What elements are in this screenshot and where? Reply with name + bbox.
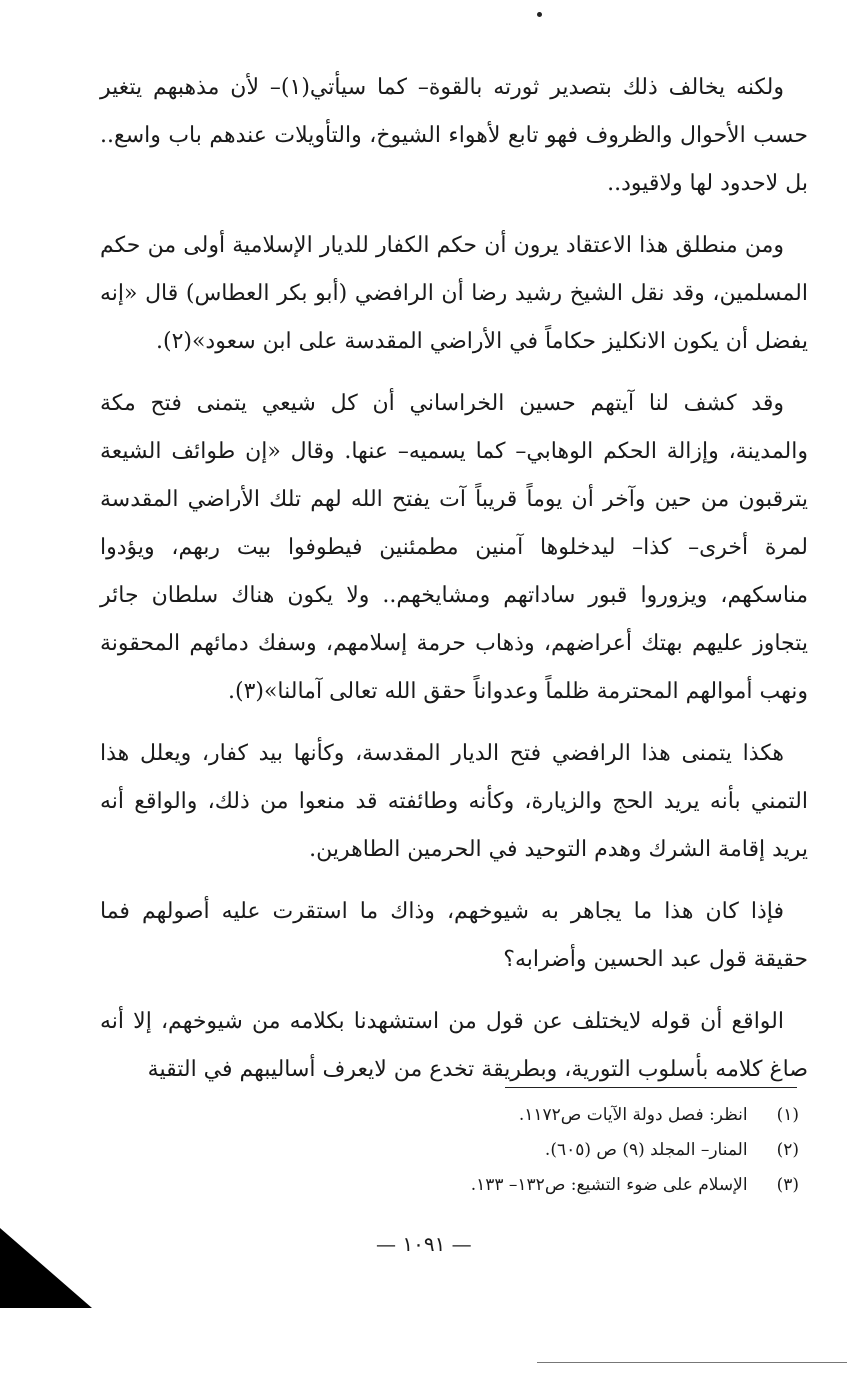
paragraph-6: الواقع أن قوله لايختلف عن قول من استشهدنا بكلامه من شيوخهم، إلا أنه صاغ كلامه بأسلوب التورية، وبطريقة تخدع من لايعرف أساليبهم في التقية — [100, 1009, 808, 1082]
footnote-text: الإسلام على ضوء التشيع: ص١٣٢– ١٣٣. — [470, 1175, 748, 1195]
paragraph-1: ولكنه يخالف ذلك بتصدير ثورته بالقوة– كما سيأتي(١)– لأن مذهبهم يتغير حسب الأحوال والظروف فهو تابع لأهواء الشيوخ، والتأويلات عندهم باب واسع.. بل لاحدود لها ولاقيود.. — [100, 75, 808, 196]
footnote-1 — [279, 1098, 799, 1133]
footnote-text: انظر: فصل دولة الآيات ص١١٧٢. — [518, 1105, 748, 1125]
page-dot-mark — [537, 12, 542, 17]
footnote-2 — [279, 1133, 799, 1168]
paragraph-2: ومن منطلق هذا الاعتقاد يرون أن حكم الكفار للديار الإسلامية أولى من حكم المسلمين، وقد نقل الشيخ رشيد رضا أن الرافضي (أبو بكر العطاس) قال «إنه يفضل أن يكون الانكليز حكاماً في الأراضي المقدسة على ابن سعود»(٢). — [100, 233, 808, 354]
footnote-3 — [279, 1168, 799, 1203]
footnote-number: (٢) — [776, 1140, 799, 1160]
paragraph-3: وقد كشف لنا آيتهم حسين الخراساني أن كل شيعي يتمنى فتح مكة والمدينة، وإزالة الحكم الوهابي– كما يسميه– عنها. وقال «إن طوائف الشيعة يترقبون من حين وآخر أن يوماً قريباً آت يفتح الله لهم تلك الأراضي المقدسة لمرة أخرى– كذا– ليدخلوها آمنين مطمئنين فيطوفوا بيت ربهم، ويؤدوا مناسكهم، ويزوروا قبور ساداتهم ومشايخهم.. ولا يكون هناك سلطان جائر يتجاوز عليهم بهتك أعراضهم، وذهاب حرمة إسلامهم، وسفك دمائهم المحقونة ونهب أموالهم المحترمة ظلماً وعدواناً حقق الله تعالى آمالنا»(٣). — [100, 391, 808, 704]
footnote-number: (٣) — [776, 1175, 799, 1195]
page-number: — ١٠٩١ — — [376, 1232, 472, 1256]
footnote-number: (١) — [776, 1105, 799, 1125]
footnote-separator — [505, 1087, 797, 1088]
footnotes — [279, 1098, 799, 1203]
corner-triangle-mark — [0, 1228, 92, 1308]
paragraph-4: هكذا يتمنى هذا الرافضي فتح الديار المقدسة، وكأنها بيد كفار، ويعلل هذا التمني بأنه يريد الحج والزيارة، وكأنه وطائفته قد منعوا من ذلك، والواقع أنه يريد إقامة الشرك وهدم التوحيد في الحرمين الطاهرين. — [100, 741, 808, 862]
bottom-edge-line — [537, 1362, 847, 1363]
paragraph-5: فإذا كان هذا ما يجاهر به شيوخهم، وذاك ما استقرت عليه أصولهم فما حقيقة قول عبد الحسين وأضرابه؟ — [100, 899, 808, 972]
footnote-text: المنار– المجلد (٩) ص (٦٠٥). — [544, 1140, 748, 1160]
main-text — [100, 64, 808, 1108]
